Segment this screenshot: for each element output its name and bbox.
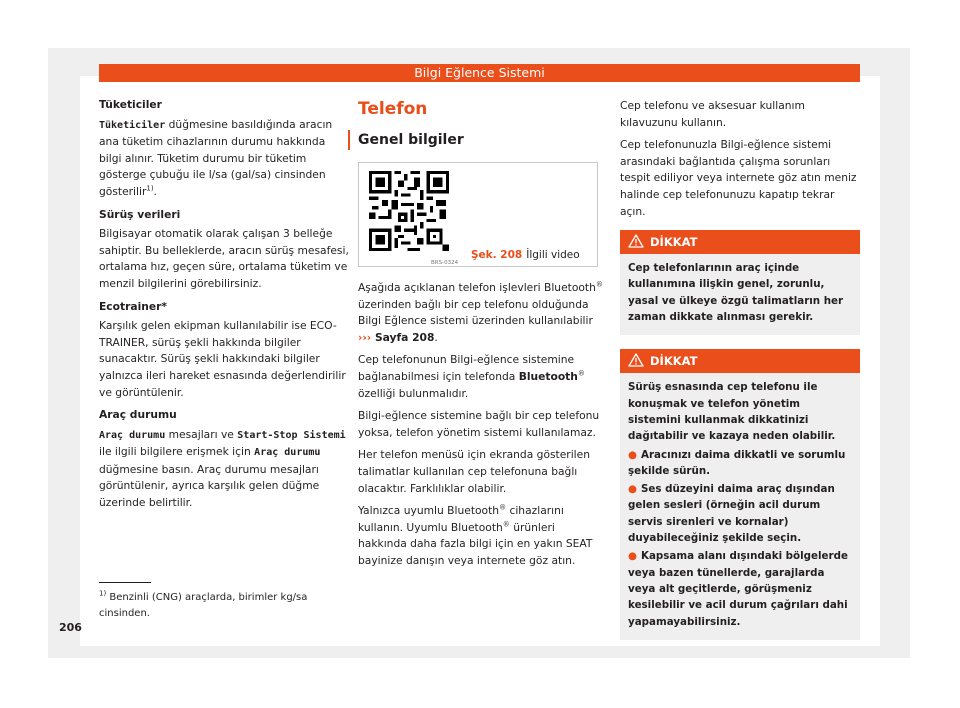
paragraph-ecotrainer: Karşılık gelen ekipman kullanılabilir ise ECO-TRAINER, sürüş şekli hakkında bilgiler sunacaktır. Sürüş şekli hakkındaki bilgiler yalnızca ileri hareket esnasında değerlendirilir ve görüntülenir. <box>99 319 346 399</box>
warning-bullet: ● Aracınızı daima dikkatli ve sorumlu şekilde sürün. <box>628 448 846 477</box>
warning-triangle-icon <box>628 234 644 248</box>
heading-consumers: Tüketiciler <box>99 98 162 111</box>
figure-208[interactable] <box>358 162 598 267</box>
footnote-divider <box>99 582 151 583</box>
button-name-consumers: Tüketiciler <box>99 119 166 131</box>
link-arrow-icon: ››› <box>358 330 372 344</box>
paragraph-consumers: Tüketiciler düğmesine basıldığında aracın ana tüketim cihazlarının durumu hakkında bilgi alınır. Tüketim durumu bir tüketim gösterge çubuğu ile l/sa (gal/sa) cinsinden gösterilir$^{1)}$. <box>99 117 333 198</box>
page-208-link[interactable]: ››› Sayfa 208 <box>358 330 435 344</box>
bullet-icon: ● <box>628 483 637 496</box>
middle-column <box>358 98 606 576</box>
paragraph-compatible-devices: Yalnızca uyumlu Bluetooth® cihazlarını kullanın. Uyumlu Bluetooth® ürünleri hakkında daha fazla bilgi için en yakın SEAT bayinize danışın veya internete göz atın. <box>358 503 593 567</box>
figure-caption: Şek. 208 İlgili video <box>471 249 580 261</box>
warning-bullet: ● Kapsama alanı dışındaki bölgelerde veya bazen tünellerde, garajlarda veya alt geçitlerde, görüşmeniz kesilebilir ve acil durum çağrıları dahi yapamayabilirsiniz. <box>628 550 848 628</box>
heading-driving-data: Sürüş verileri <box>99 207 181 221</box>
figure-id: BRS-0324 <box>431 260 459 266</box>
qr-code-icon[interactable] <box>369 171 449 251</box>
paragraph-restart-phone: Cep telefonunuzla Bilgi-eğlence sistemi arasındaki bağlantıda çalışma sorunları tespit ediliyor veya internete göz atın meniz halinde cep telefonunuzu kapatıp tekrar açın. <box>620 138 857 218</box>
paragraph-driving-data: Bilgisayar otomatik olarak çalışan 3 belleğe sahiptir. Bu belleklerde, aracın sürüş mesafesi, ortalama hız, geçen süre, ortalama tüketim ve menzil bilgilerini görebilirsiniz. <box>99 227 349 290</box>
chapter-header: Bilgi Eğlence Sistemi <box>99 64 860 82</box>
warning-text: Cep telefonlarının araç içinde kullanımına ilişkin genel, zorunlu, yasal ve ülkeye özgü talimatların her zaman dikkate alınması gerekir. <box>628 262 844 324</box>
bullet-icon: ● <box>628 448 637 461</box>
heading-ecotrainer: Ecotrainer* <box>99 299 167 313</box>
warning-text: Sürüş esnasında cep telefonu ile konuşmak ve telefon yönetim sistemini kullanmak dikkatinizi dağıtabilir ve kazaya neden olabilir. ● Aracınızı daima dikkatli ve sorumlu şekilde sürün. ● Ses düzeyini daima araç dışından gelen sesleri (örneğin acil durum servis sirenleri ve kornalar) duyabileceğiniz şekilde seçin. ● Kapsama alanı dışındaki bölgelerde veya bazen tünellerde, garajlarda veya alt geçitlerde, görüşmeniz kesilebilir ve acil durum çağrıları dahi yapamayabilirsiniz. <box>620 373 860 639</box>
warning-header: DİKKAT <box>620 230 860 254</box>
paragraph-no-phone: Bilgi-eğlence sistemine bağlı bir cep telefonu yoksa, telefon yönetim sistemi kullanılamaz. <box>358 409 600 439</box>
warning-box-2 <box>620 349 860 639</box>
paragraph-bluetooth-requirement: Cep telefonunun Bilgi-eğlence sistemine bağlanabilmesi için telefonda Bluetooth® özelliği bulunmalıdır. <box>358 353 585 400</box>
paragraph-vehicle-status: Araç durumu mesajları ve Start-Stop Sistemi ile ilgili bilgilere erişmek için Araç durumu düğmesine basın. Araç durumu mesajları görüntülenir, ayrıca karşılık gelen düğme üzerinde belirtilir. <box>99 427 346 510</box>
warning-triangle-icon <box>628 353 644 367</box>
heading-vehicle-status: Araç durumu <box>99 408 177 422</box>
section-heading: Genel bilgiler <box>348 130 606 150</box>
paragraph-phone-functions: Aşağıda açıklanan telefon işlevleri Bluetooth® üzerinden bağlı bir cep telefonu olduğunda Bilgi Eğlence sistemi üzerinden kullanılabilir ››› Sayfa 208. <box>358 280 603 344</box>
page-title: Telefon <box>358 99 428 119</box>
warning-box-1 <box>620 230 860 335</box>
footnote: $^{1)}$ Benzinli (CNG) araçlarda, birimler kg/sa cinsinden. <box>99 589 308 619</box>
left-column <box>99 97 349 518</box>
warning-bullet: ● Ses düzeyini daima araç dışından gelen sesleri (örneğin acil durum servis sirenleri ve kornalar) duyabileceğiniz şekilde seçin. <box>628 483 835 545</box>
bullet-icon: ● <box>628 550 637 563</box>
right-column <box>620 98 860 654</box>
footnote-ref[interactable]: 1) <box>146 184 154 193</box>
paragraph-manual: Cep telefonu ve aksesuar kullanım kılavuzunu kullanın. <box>620 99 805 129</box>
paragraph-instructions: Her telefon menüsü için ekranda gösterilen talimatlar kullanılan cep telefonuna bağlı olacaktır. Farklılıklar olabilir. <box>358 448 590 495</box>
page-number: 206 <box>59 621 82 634</box>
warning-header: DİKKAT <box>620 349 860 373</box>
